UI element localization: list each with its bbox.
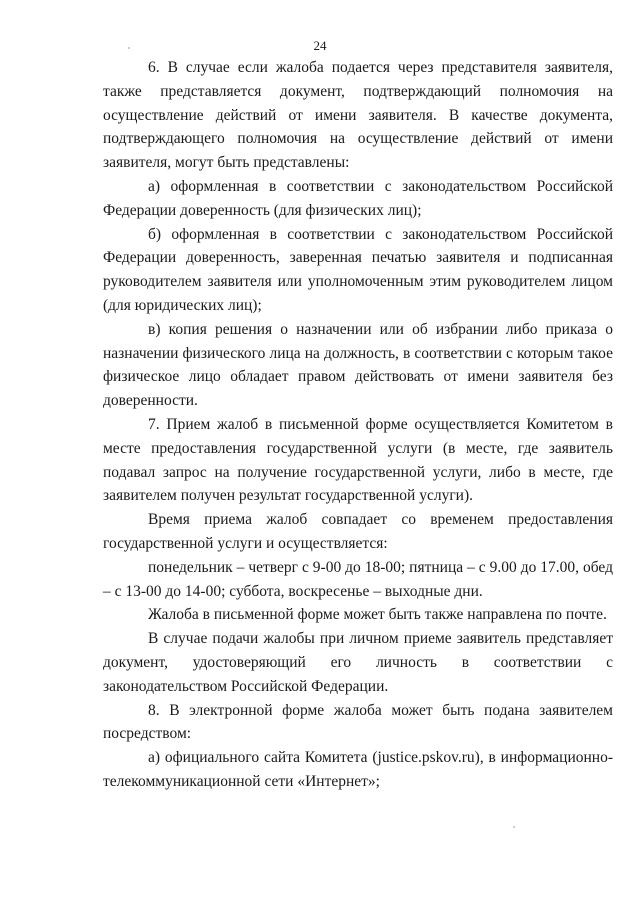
page-number: 24	[313, 38, 327, 53]
paragraph-8a: а) официального сайта Комитета (justice.pskov.ru), в информационно-телекоммуникационной сети «Интернет»;	[103, 749, 613, 790]
paragraph-reception-time: Время приема жалоб совпадает со временем предоставления государственной услуги и осуществляется:	[103, 511, 613, 552]
paragraph-6a: а) оформленная в соответствии с законодательством Российской Федерации доверенность (для физических лиц);	[103, 177, 613, 219]
paragraph-personal: В случае подачи жалобы при личном приеме заявитель представляет документ, удостоверяющий его личность в соответствии с законодательством Российской Федерации.	[103, 630, 613, 695]
scan-speck	[513, 826, 515, 828]
document-body	[103, 56, 613, 794]
paragraph-schedule: понедельник – четверг с 9-00 до 18-00; пятница – с 9.00 до 17.00, обед – с 13-00 до 14-00; суббота, воскресенье – выходные дни.	[103, 558, 613, 600]
paragraph-mail: Жалоба в письменной форме может быть также направлена по почте.	[148, 606, 607, 624]
scan-speck	[128, 47, 130, 49]
paragraph-7: 7. Прием жалоб в письменной форме осуществляется Комитетом в месте предоставления государственной услуги (в месте, где заявитель подавал запрос на получение государственной услуги, либо в месте, где заявителем получен результат государственной услуги).	[103, 415, 613, 505]
paragraph-6b: б) оформленная в соответствии с законодательством Российской Федерации доверенность, заверенная печатью заявителя и подписанная руководителем заявителя или уполномоченным этим руководителем лицом (для юридических лиц);	[103, 225, 613, 314]
paragraph-6: 6. В случае если жалоба подается через представителя заявителя, также представляется документ, подтверждающий полномочия на осуществление действий от имени заявителя. В качестве документа, подтверждающего полномочия на осуществление действий от имени заявителя, могут быть представлены:	[103, 59, 613, 172]
paragraph-8: 8. В электронной форме жалоба может быть подана заявителем посредством:	[103, 701, 613, 743]
paragraph-6v: в) копия решения о назначении или об избрании либо приказа о назначении физического лица на должность, в соответствии с которым такое физическое лицо обладает правом действовать от имени заявителя без доверенности.	[103, 320, 613, 410]
